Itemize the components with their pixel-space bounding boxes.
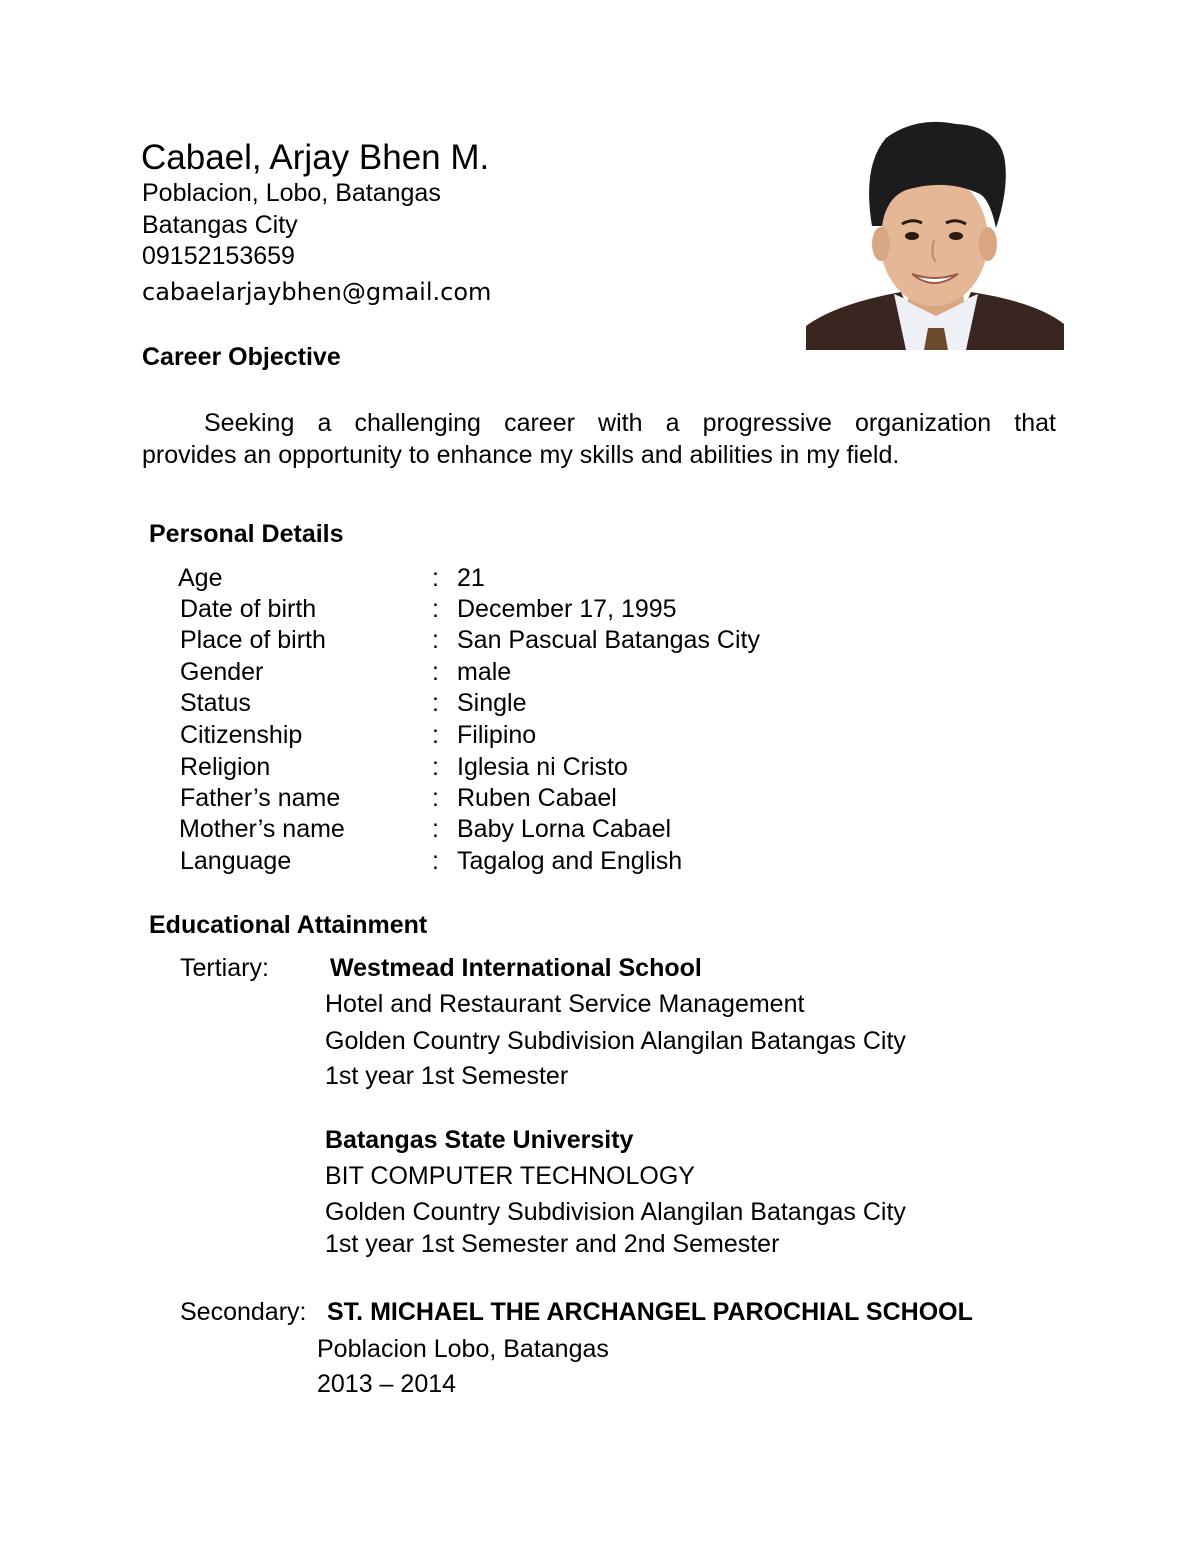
email-address: cabaelarjaybhen@gmail.com bbox=[142, 278, 492, 306]
detail-value: December 17, 1995 bbox=[457, 595, 677, 623]
detail-label: Age bbox=[178, 564, 223, 592]
detail-colon: : bbox=[432, 689, 439, 717]
detail-label: Mother’s name bbox=[179, 815, 345, 843]
detail-value: Iglesia ni Cristo bbox=[457, 753, 628, 781]
detail-colon: : bbox=[432, 784, 439, 812]
detail-label: Date of birth bbox=[180, 595, 317, 623]
detail-label: Father’s name bbox=[180, 784, 341, 812]
detail-colon: : bbox=[432, 753, 439, 781]
tertiary-school-2-course: BIT COMPUTER TECHNOLOGY bbox=[325, 1162, 695, 1190]
secondary-school-name: ST. MICHAEL THE ARCHANGEL PAROCHIAL SCHOOL bbox=[327, 1298, 973, 1326]
career-objective-line-1: Seeking a challenging career with a progressive organization that bbox=[204, 409, 1056, 437]
career-objective-line-2: provides an opportunity to enhance my skills and abilities in my field. bbox=[142, 441, 900, 469]
detail-colon: : bbox=[432, 595, 439, 623]
detail-colon: : bbox=[432, 721, 439, 749]
address-line-1: Poblacion, Lobo, Batangas bbox=[142, 179, 441, 207]
detail-value: San Pascual Batangas City bbox=[457, 626, 760, 654]
applicant-photo bbox=[806, 116, 1064, 350]
applicant-name: Cabael, Arjay Bhen M. bbox=[141, 138, 490, 177]
phone-number: 09152153659 bbox=[142, 242, 295, 270]
detail-value: 21 bbox=[457, 564, 485, 592]
detail-label: Place of birth bbox=[180, 626, 326, 654]
detail-label: Citizenship bbox=[180, 721, 303, 749]
detail-colon: : bbox=[432, 564, 439, 592]
detail-label: Status bbox=[180, 689, 251, 717]
detail-value: Tagalog and English bbox=[457, 847, 683, 875]
tertiary-school-2-period: 1st year 1st Semester and 2nd Semester bbox=[325, 1230, 780, 1258]
tertiary-label: Tertiary: bbox=[180, 954, 269, 982]
career-objective-text bbox=[142, 407, 1056, 471]
tertiary-school-2-name: Batangas State University bbox=[325, 1126, 634, 1154]
detail-label: Gender bbox=[180, 658, 264, 686]
detail-value: Ruben Cabael bbox=[457, 784, 617, 812]
personal-details-heading: Personal Details bbox=[149, 520, 344, 548]
detail-colon: : bbox=[432, 658, 439, 686]
detail-colon: : bbox=[432, 847, 439, 875]
secondary-label: Secondary: bbox=[180, 1298, 307, 1326]
detail-label: Religion bbox=[180, 753, 271, 781]
detail-value: Baby Lorna Cabael bbox=[457, 815, 672, 843]
tertiary-school-2-address: Golden Country Subdivision Alangilan Batangas City bbox=[325, 1198, 906, 1226]
career-objective-heading: Career Objective bbox=[142, 343, 341, 371]
tertiary-school-1-name: Westmead International School bbox=[330, 954, 702, 982]
secondary-school-address: Poblacion Lobo, Batangas bbox=[317, 1335, 609, 1363]
detail-colon: : bbox=[432, 626, 439, 654]
address-line-2: Batangas City bbox=[142, 211, 298, 239]
detail-colon: : bbox=[432, 815, 439, 843]
portrait-image bbox=[806, 116, 1064, 350]
detail-value: Single bbox=[457, 689, 527, 717]
detail-value: Filipino bbox=[457, 721, 537, 749]
tertiary-school-1-period: 1st year 1st Semester bbox=[325, 1062, 569, 1090]
secondary-school-period: 2013 – 2014 bbox=[317, 1370, 457, 1398]
detail-label: Language bbox=[180, 847, 292, 875]
detail-value: male bbox=[457, 658, 512, 686]
educational-attainment-heading: Educational Attainment bbox=[149, 911, 428, 939]
tertiary-school-1-course: Hotel and Restaurant Service Management bbox=[325, 990, 805, 1018]
tertiary-school-1-address: Golden Country Subdivision Alangilan Batangas City bbox=[325, 1027, 906, 1055]
